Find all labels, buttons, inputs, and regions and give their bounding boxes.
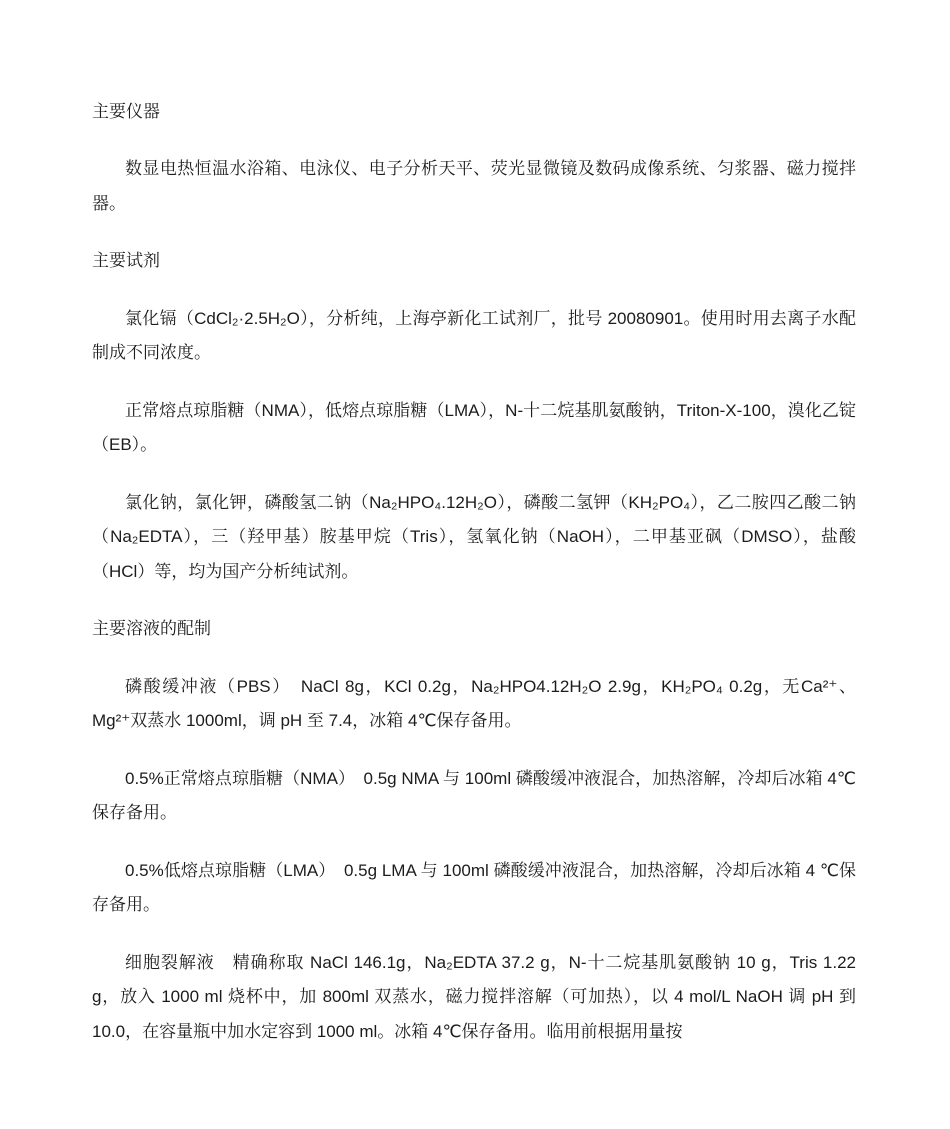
paragraph-nma-solution: 0.5%正常熔点琼脂糖（NMA） 0.5g NMA 与 100ml 磷酸缓冲液混合，加热溶解，冷却后冰箱 4℃保存备用。	[92, 768, 856, 823]
paragraph-cell-lysis-solution: 细胞裂解液 精确称取 NaCl 146.1g，Na₂EDTA 37.2 g，N-十二烷基肌氨酸钠 10 g，Tris 1.22 g，放入 1000 ml 烧杯中，加 800ml 双蒸水，磁力搅拌溶解（可加热），以 4 mol/L NaOH 调 pH 到 10.0，在容量瓶中加水定容到 1000 ml。冰箱 4℃保存备用。临用前根据用量按	[92, 952, 856, 1041]
heading-reagents: 主要试剂	[92, 251, 160, 271]
paragraph-agarose-reagents: 正常熔点琼脂糖（NMA），低熔点琼脂糖（LMA），N-十二烷基肌氨酸钠，Triton-X-100，溴化乙锭（EB）。	[92, 400, 856, 455]
heading-solution-preparation: 主要溶液的配制	[92, 619, 211, 639]
paragraph-lma-solution: 0.5%低熔点琼脂糖（LMA） 0.5g LMA 与 100ml 磷酸缓冲液混合，加热溶解，冷却后冰箱 4 ℃保存备用。	[92, 860, 856, 915]
heading-instruments: 主要仪器	[92, 102, 160, 121]
paragraph-cadmium-chloride: 氯化镉（CdCl₂·2.5H₂O），分析纯，上海亭新化工试剂厂，批号 20080901。使用时用去离子水配制成不同浓度。	[92, 308, 856, 363]
paragraph-pbs-buffer: 磷酸缓冲液（PBS） NaCl 8g，KCl 0.2g，Na₂HPO4.12H₂O 2.9g，KH₂PO₄ 0.2g，无Ca²⁺、Mg²⁺双蒸水 1000ml，调 pH 至 7.4，冰箱 4℃保存备用。	[92, 676, 856, 731]
paragraph-common-salts: 氯化钠，氯化钾，磷酸氢二钠（Na₂HPO₄.12H₂O），磷酸二氢钾（KH₂PO₄），乙二胺四乙酸二钠（Na₂EDTA），三（羟甲基）胺基甲烷（Tris），氢氧化钠（NaOH），二甲基亚砜（DMSO），盐酸（HCl）等，均为国产分析纯试剂。	[92, 492, 856, 581]
paragraph-instrument-list: 数显电热恒温水浴箱、电泳仪、电子分析天平、荧光显微镜及数码成像系统、匀浆器、磁力搅拌器。	[92, 159, 856, 213]
